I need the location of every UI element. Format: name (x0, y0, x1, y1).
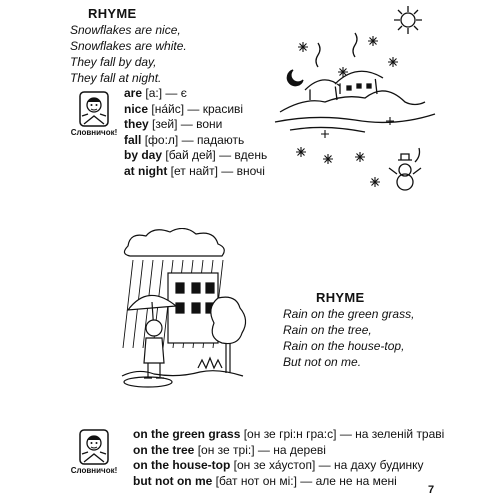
vocab-pron: [на́йс] (151, 101, 185, 116)
vocab-dash: — (219, 148, 232, 162)
vocab-entry (124, 86, 267, 102)
vocab-word: nice (124, 101, 149, 116)
vocab-word: by day (124, 148, 163, 162)
vocab-meaning: падають (196, 132, 245, 147)
vocab-entry (124, 148, 267, 164)
vocab-word: they (124, 117, 149, 131)
vocab-entry (133, 458, 444, 474)
vocab-pron: [он зе трі:] (197, 442, 255, 457)
vocab-entry (124, 117, 267, 133)
page-number: 7 (428, 484, 435, 496)
vocab-dash: — (339, 427, 352, 441)
vocab-word: on the green grass (133, 427, 241, 441)
vocab-entry (133, 427, 444, 443)
vocab-meaning: красиві (202, 101, 244, 116)
sun-icon (394, 6, 422, 34)
dictionary-badge (68, 428, 120, 475)
vocab-dash: — (257, 442, 270, 457)
snowflake-icon (296, 36, 398, 187)
vocab-pron: [a:] (145, 86, 163, 100)
vocab-dash: — (165, 86, 178, 100)
vocab-word: on the tree (133, 442, 195, 457)
cloud-icon (124, 228, 224, 256)
dictionary-label: Словничок! (70, 128, 118, 137)
vocab-entry (133, 443, 444, 459)
rhyme2-heading: RHYME (316, 290, 365, 305)
rhyme2-line: Rain on the green grass, (283, 307, 415, 321)
vocab-pron: [фо:л] (144, 132, 179, 147)
child-figure (144, 320, 164, 378)
dictionary-badge (68, 90, 120, 137)
vocab-entry (124, 133, 267, 149)
dictionary-label: Словничок! (70, 466, 118, 475)
vocab-meaning: але не на мені (315, 473, 397, 488)
tree-icon (211, 297, 246, 373)
rhyme1-line: They fall at night. (70, 71, 162, 85)
vocab-dash: — (181, 132, 194, 147)
vocab-meaning: вдень (234, 148, 268, 162)
vocab-dash: — (318, 458, 331, 472)
vocab-pron: [он зе ха́устоп] (233, 458, 316, 472)
boy-reading-icon (68, 428, 120, 466)
vocab-word: but not on me (133, 473, 213, 488)
vocab-pron: [зей] (152, 117, 178, 131)
rain-illustration (118, 228, 253, 398)
vocab-entry (124, 164, 267, 180)
vocab-meaning: вночі (236, 163, 265, 178)
moon-icon (287, 70, 303, 86)
vocab-pron: [он зе грі:н гра:с] (243, 427, 337, 441)
vocab-pron: [бат нот он мі:] (215, 473, 297, 488)
snowman-icon (389, 154, 421, 190)
rhyme1-line: Snowflakes are white. (70, 39, 187, 53)
vocab-dash: — (187, 101, 200, 116)
vocab-meaning: вони (196, 117, 223, 131)
rhyme2-line: Rain on the house-top, (283, 339, 405, 353)
rhyme1-line: Snowflakes are nice, (70, 23, 181, 37)
boy-reading-icon (68, 90, 120, 128)
vocab-dash: — (180, 117, 193, 131)
vocab-word: are (124, 86, 143, 100)
vocab2-list (133, 427, 444, 489)
rhyme1-line: They fall by day, (70, 55, 157, 69)
vocab-meaning: є (180, 86, 187, 100)
rhyme2-line: Rain on the tree, (283, 323, 372, 337)
vocab-dash: — (221, 163, 234, 178)
vocab1-list (124, 86, 267, 179)
winter-illustration (265, 2, 440, 192)
rhyme2-line: But not on me. (283, 355, 362, 369)
vocab-meaning: на дереві (273, 442, 326, 457)
vocab-word: on the house-top (133, 458, 231, 472)
vocab-pron: [бай дей] (165, 148, 216, 162)
vocab-entry (124, 102, 267, 118)
winter-scene-image (265, 2, 440, 192)
vocab-word: fall (124, 132, 142, 147)
vocab-meaning: на даху будинку (333, 458, 424, 472)
vocab-entry (133, 474, 444, 490)
vocab-dash: — (300, 473, 313, 488)
rhyme2-poem (283, 306, 414, 370)
vocab-meaning: на зеленій траві (355, 427, 445, 441)
rhyme1-poem (70, 22, 187, 86)
rain-scene-image (118, 228, 253, 398)
rhyme1-heading: RHYME (88, 6, 137, 21)
vocab-word: at night (124, 163, 168, 178)
vocab-pron: [ет найт] (170, 163, 218, 178)
